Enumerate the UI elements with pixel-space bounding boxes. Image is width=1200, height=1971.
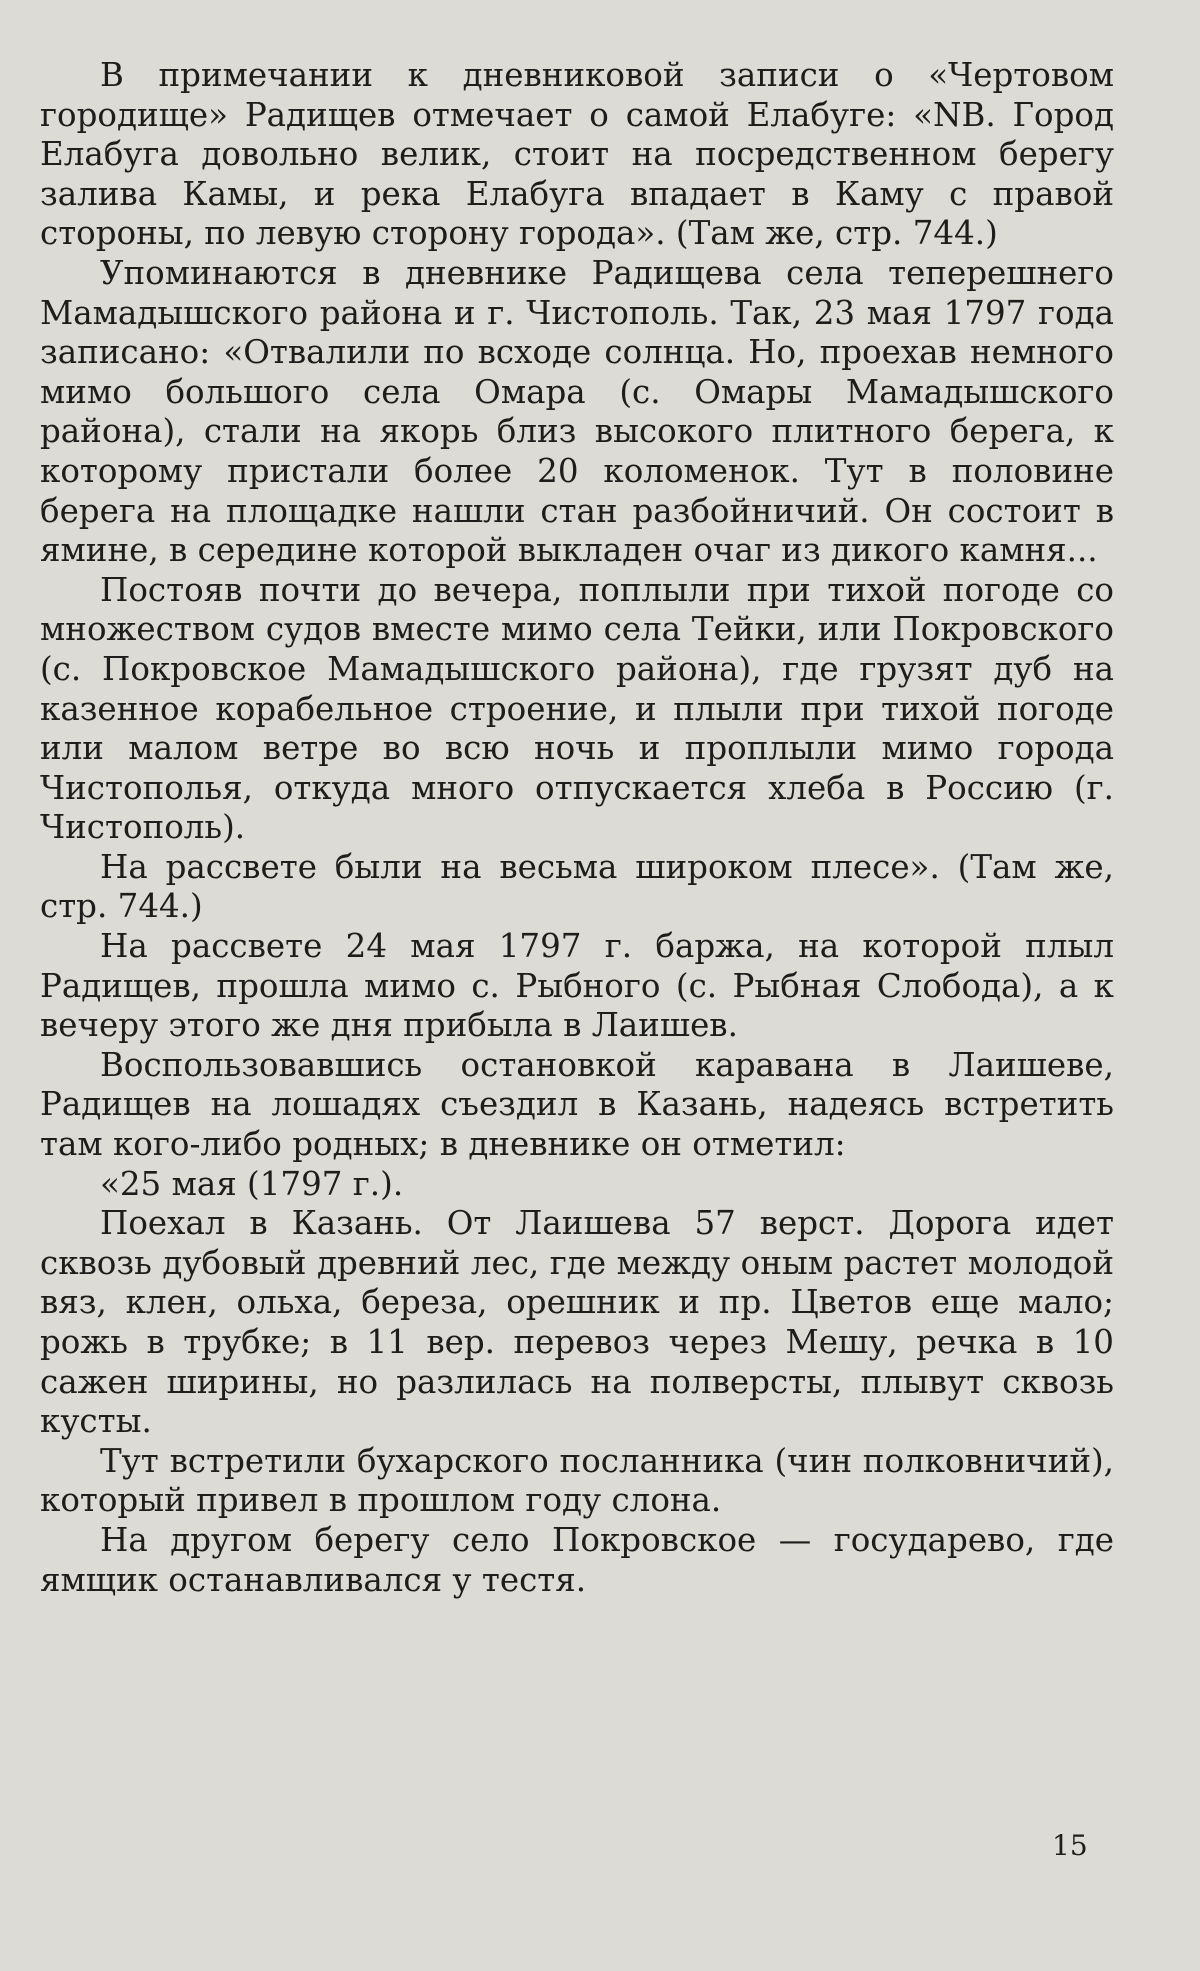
paragraph-3: Постояв почти до вечера, поплыли при тихой погоде со множеством судов вместе мимо села Тейки, или Покровского (с. Покровское Мамадышского района), где грузят дуб на казенное корабельное строение, и плыли при тихой погоде или малом ветре во всю ночь и проплыли мимо города Чистополья, откуда много отпускается хлеба в Россию (г. Чистополь). (40, 570, 1114, 847)
paragraph-7: «25 мая (1797 г.). (100, 1164, 404, 1203)
paragraph-8: Поехал в Казань. От Лаишева 57 верст. Дорога идет сквозь дубовый древний лес, где между оным растет молодой вяз, клен, ольха, береза, орешник и пр. Цветов еще мало; рожь в трубке; в 11 вер. перевоз через Мешу, речка в 10 сажен ширины, но разлилась на полверсты, плывут сквозь кусты. (40, 1204, 1114, 1441)
paragraph-9: Тут встретили бухарского посланника (чин полковничий), который привел в прошлом году слона. (40, 1441, 1114, 1520)
paragraph-1: В примечании к дневниковой записи о «Чертовом городище» Радищев отмечает о самой Елабуге: «NB. Город Елабуга довольно велик, стоит на посредственном берегу залива Камы, и река Елабуга впадает в Каму с правой стороны, по левую сторону города». (Там же, стр. 744.) (40, 56, 1114, 253)
paragraph-5: На рассвете 24 мая 1797 г. баржа, на которой плыл Радищев, прошла мимо с. Рыбного (с. Рыбная Слобода), а к вечеру этого же дня прибыла в Лаишев. (40, 927, 1114, 1045)
page-number: 15 (1052, 1829, 1088, 1862)
paragraph-6: Воспользовавшись остановкой каравана в Лаишеве, Радищев на лошадях съездил в Казань, надеясь встретить там кого-либо родных; в дневнике он отметил: (40, 1045, 1114, 1164)
paragraph-2: Упоминаются в дневнике Радищева села теперешнего Мамадышского района и г. Чистополь. Так, 23 мая 1797 года записано: «Отвалили по всходе солнца. Но, проехав немного мимо большого села Омара (с. Омары Мамадышского района), стали на якорь близ высокого плитного берега, к которому пристали более 20 коломенок. Тут в половине берега на площадке нашли стан разбойничий. Он состоит в ямине, в середине которой выкладен очаг из дикого камня... (40, 253, 1114, 570)
body-text (40, 56, 1114, 1600)
paragraph-4: На рассвете были на весьма широком плесе». (Там же, стр. 744.) (40, 847, 1114, 926)
paragraph-10: На другом берегу село Покровское — государево, где ямщик останавливался у тестя. (40, 1520, 1114, 1599)
